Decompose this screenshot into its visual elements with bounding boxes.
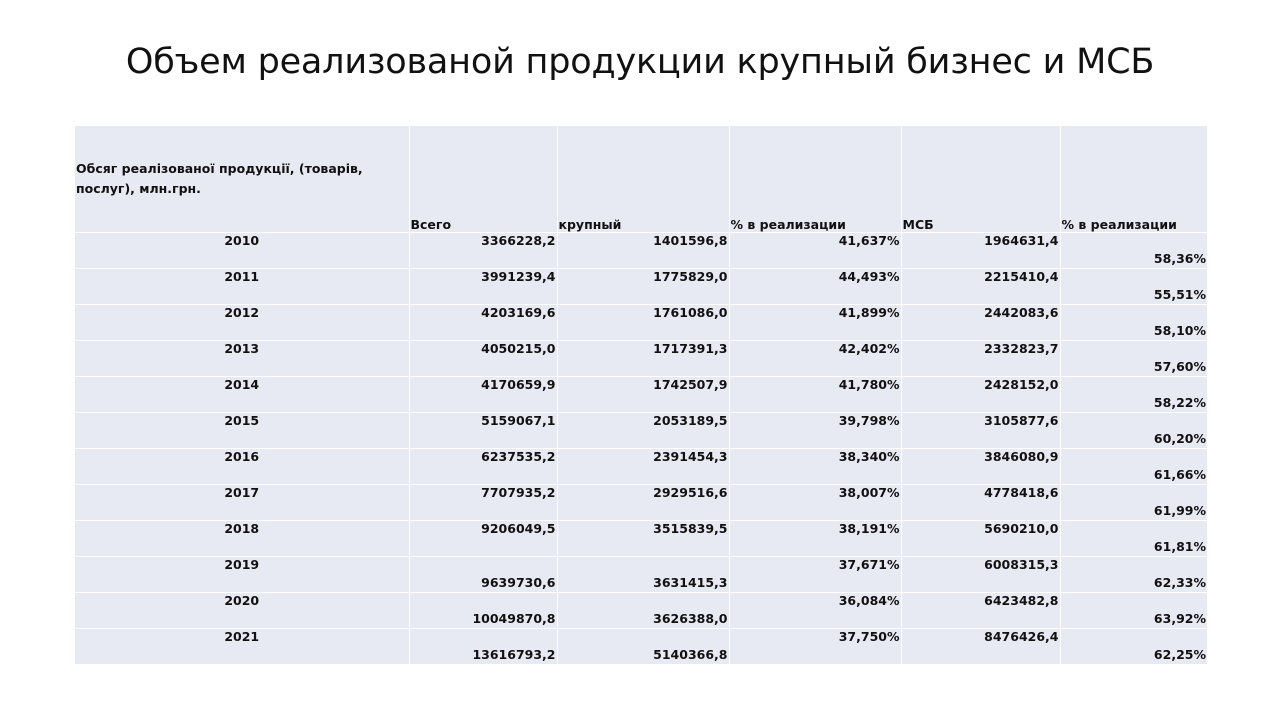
table-row [75, 341, 1207, 377]
page-title: Объем реализованой продукции крупный бизнес и МСБ [125, 42, 1155, 82]
smb-share-cell: 61,66% [1060, 449, 1207, 485]
year-cell: 2014 [75, 377, 409, 413]
table-row [75, 269, 1207, 305]
smb-cell: 2442083,6 [901, 305, 1060, 341]
large-cell: 1761086,0 [557, 305, 729, 341]
header-cell-smb: МСБ [901, 126, 1060, 233]
table-header-row [75, 126, 1207, 233]
large-cell: 2391454,3 [557, 449, 729, 485]
smb-cell: 2332823,7 [901, 341, 1060, 377]
year-cell: 2013 [75, 341, 409, 377]
smb-cell: 1964631,4 [901, 233, 1060, 269]
large-cell: 3626388,0 [557, 593, 729, 629]
large-share-cell: 38,007% [729, 485, 901, 521]
table-row [75, 629, 1207, 665]
total-cell: 5159067,1 [409, 413, 557, 449]
header-cell-total: Всего [409, 126, 557, 233]
large-cell: 1717391,3 [557, 341, 729, 377]
table-row [75, 377, 1207, 413]
year-cell: 2019 [75, 557, 409, 593]
header-cell-large-share: % в реализации [729, 126, 901, 233]
large-cell: 2053189,5 [557, 413, 729, 449]
table-row [75, 449, 1207, 485]
header-cell-indicator: Обсяг реалізованої продукції, (товарів, послуг), млн.грн. [75, 126, 409, 233]
large-share-cell: 38,191% [729, 521, 901, 557]
year-cell: 2018 [75, 521, 409, 557]
table-row [75, 485, 1207, 521]
large-share-cell: 44,493% [729, 269, 901, 305]
table-row [75, 557, 1207, 593]
year-cell: 2012 [75, 305, 409, 341]
smb-cell: 6423482,8 [901, 593, 1060, 629]
large-share-cell: 41,899% [729, 305, 901, 341]
year-cell: 2016 [75, 449, 409, 485]
smb-share-cell: 58,10% [1060, 305, 1207, 341]
table-row [75, 521, 1207, 557]
large-cell: 3515839,5 [557, 521, 729, 557]
large-share-cell: 41,780% [729, 377, 901, 413]
large-cell: 2929516,6 [557, 485, 729, 521]
total-cell: 13616793,2 [409, 629, 557, 665]
smb-cell: 5690210,0 [901, 521, 1060, 557]
total-cell: 4170659,9 [409, 377, 557, 413]
year-cell: 2021 [75, 629, 409, 665]
year-cell: 2020 [75, 593, 409, 629]
total-cell: 10049870,8 [409, 593, 557, 629]
smb-cell: 8476426,4 [901, 629, 1060, 665]
large-cell: 1401596,8 [557, 233, 729, 269]
total-cell: 4050215,0 [409, 341, 557, 377]
year-cell: 2015 [75, 413, 409, 449]
year-cell: 2011 [75, 269, 409, 305]
smb-share-cell: 60,20% [1060, 413, 1207, 449]
large-share-cell: 36,084% [729, 593, 901, 629]
table-row [75, 233, 1207, 269]
large-share-cell: 42,402% [729, 341, 901, 377]
smb-cell: 3105877,6 [901, 413, 1060, 449]
large-share-cell: 39,798% [729, 413, 901, 449]
total-cell: 4203169,6 [409, 305, 557, 341]
total-cell: 9639730,6 [409, 557, 557, 593]
large-share-cell: 38,340% [729, 449, 901, 485]
smb-share-cell: 61,99% [1060, 485, 1207, 521]
smb-cell: 3846080,9 [901, 449, 1060, 485]
table-row [75, 413, 1207, 449]
header-cell-large: крупный [557, 126, 729, 233]
smb-cell: 6008315,3 [901, 557, 1060, 593]
smb-share-cell: 62,25% [1060, 629, 1207, 665]
total-cell: 3366228,2 [409, 233, 557, 269]
smb-share-cell: 58,22% [1060, 377, 1207, 413]
total-cell: 7707935,2 [409, 485, 557, 521]
large-cell: 5140366,8 [557, 629, 729, 665]
data-table [75, 126, 1207, 665]
year-cell: 2010 [75, 233, 409, 269]
large-cell: 3631415,3 [557, 557, 729, 593]
total-cell: 9206049,5 [409, 521, 557, 557]
total-cell: 3991239,4 [409, 269, 557, 305]
smb-share-cell: 55,51% [1060, 269, 1207, 305]
large-cell: 1742507,9 [557, 377, 729, 413]
table-row [75, 593, 1207, 629]
smb-cell: 2215410,4 [901, 269, 1060, 305]
large-share-cell: 41,637% [729, 233, 901, 269]
total-cell: 6237535,2 [409, 449, 557, 485]
table-body [75, 233, 1207, 665]
large-cell: 1775829,0 [557, 269, 729, 305]
smb-cell: 2428152,0 [901, 377, 1060, 413]
header-cell-smb-share: % в реализации [1060, 126, 1207, 233]
smb-cell: 4778418,6 [901, 485, 1060, 521]
year-cell: 2017 [75, 485, 409, 521]
large-share-cell: 37,750% [729, 629, 901, 665]
smb-share-cell: 61,81% [1060, 521, 1207, 557]
smb-share-cell: 57,60% [1060, 341, 1207, 377]
smb-share-cell: 58,36% [1060, 233, 1207, 269]
large-share-cell: 37,671% [729, 557, 901, 593]
smb-share-cell: 62,33% [1060, 557, 1207, 593]
smb-share-cell: 63,92% [1060, 593, 1207, 629]
table-row [75, 305, 1207, 341]
